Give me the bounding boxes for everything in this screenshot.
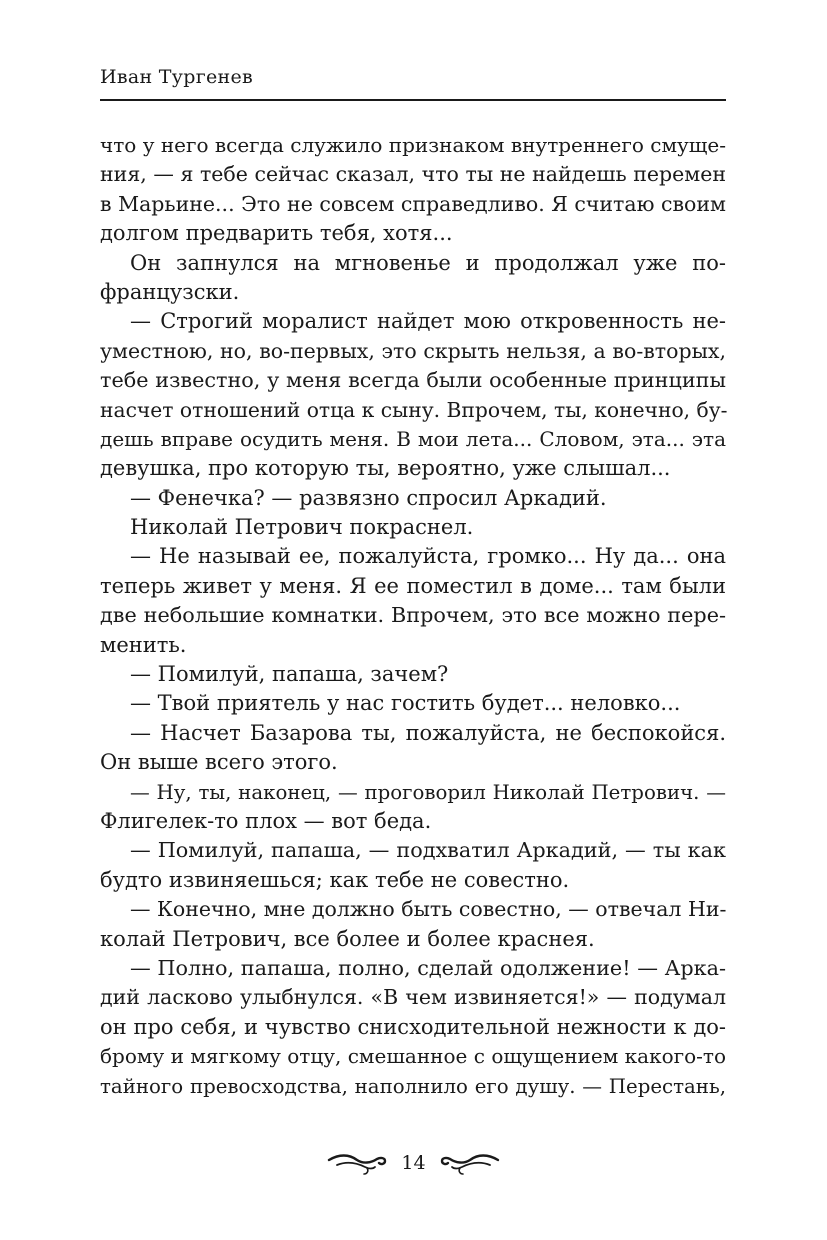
running-header-author: Иван Тургенев [100,66,254,88]
text-line: — Помилуй, папаша, зачем? [130,662,449,687]
left-ornament-icon [327,1150,387,1176]
text-line: — Помилуй, папаша, — подхватил Аркадий, — ты как [130,838,726,863]
text-line: Флигелек-то плох — вот беда. [100,808,432,833]
text-line: менить. [100,632,187,657]
text-line: Он выше всего этого. [100,750,338,775]
page-footer [0,1150,827,1176]
text-line: уместною, но, во-первых, это скрыть нельзя, а во-вторых, [100,338,726,363]
text-line: — Насчет Базарова ты, пожалуйста, не беспокойся. [130,720,726,745]
text-line: Николай Петрович покраснел. [130,515,474,540]
text-line: — Полно, папаша, полно, сделай одолжение! — Арка- [130,955,726,980]
text-line: дий ласково улыбнулся. «В чем извиняется!» — подумал [100,985,726,1010]
text-line: тайного превосходства, наполнило его душу. — Перестань, [100,1074,726,1098]
right-ornament-icon [440,1150,500,1176]
text-line: тебе известно, у меня всегда были особенные принципы [100,368,726,393]
text-line: будто извиняешься; как тебе не совестно. [100,867,570,892]
text-line: — Твой приятель у нас гостить будет... неловко... [130,691,681,716]
text-line: ния, — я тебе сейчас сказал, что ты не найдешь перемен [100,162,726,187]
text-line: девушка, про которую ты, вероятно, уже слышал... [100,456,671,481]
text-line: — Конечно, мне должно быть совестно, — отвечал Ни- [130,897,727,922]
text-line: дешь вправе осудить меня. В мои лета... Словом, эта... эта [100,426,726,451]
text-line: долгом предварить тебя, хотя... [100,221,453,246]
page-number: 14 [401,1152,426,1174]
text-line: насчет отношений отца к сыну. Впрочем, ты, конечно, бу- [100,397,728,422]
text-line: Он запнулся на мгновенье и продолжал уже по- [130,250,726,275]
header-rule [100,99,726,101]
text-line: в Марьине... Это не совсем справедливо. Я считаю своим [100,191,726,216]
text-line: — Фенечка? — развязно спросил Аркадий. [130,485,607,510]
text-line: теперь живет у меня. Я ее поместил в доме... там были [100,573,726,598]
text-line: колай Петрович, все более и более краснея. [100,926,595,951]
text-line: — Ну, ты, наконец, — проговорил Николай Петрович. — [130,780,726,804]
text-line: две небольшие комнатки. Впрочем, это все можно пере- [100,603,726,628]
text-line: — Строгий моралист найдет мою откровенность не- [130,309,726,334]
page-body-text [100,131,726,1101]
text-line: французски. [100,279,240,304]
text-line: — Не называй ее, пожалуйста, громко... Ну да... она [130,544,726,569]
text-line: брому и мягкому отцу, смешанное с ощущением какого-то [100,1044,726,1069]
text-line: он про себя, и чувство снисходительной нежности к до- [100,1014,726,1039]
text-line: что у него всегда служило признаком внутреннего смуще- [100,133,726,157]
